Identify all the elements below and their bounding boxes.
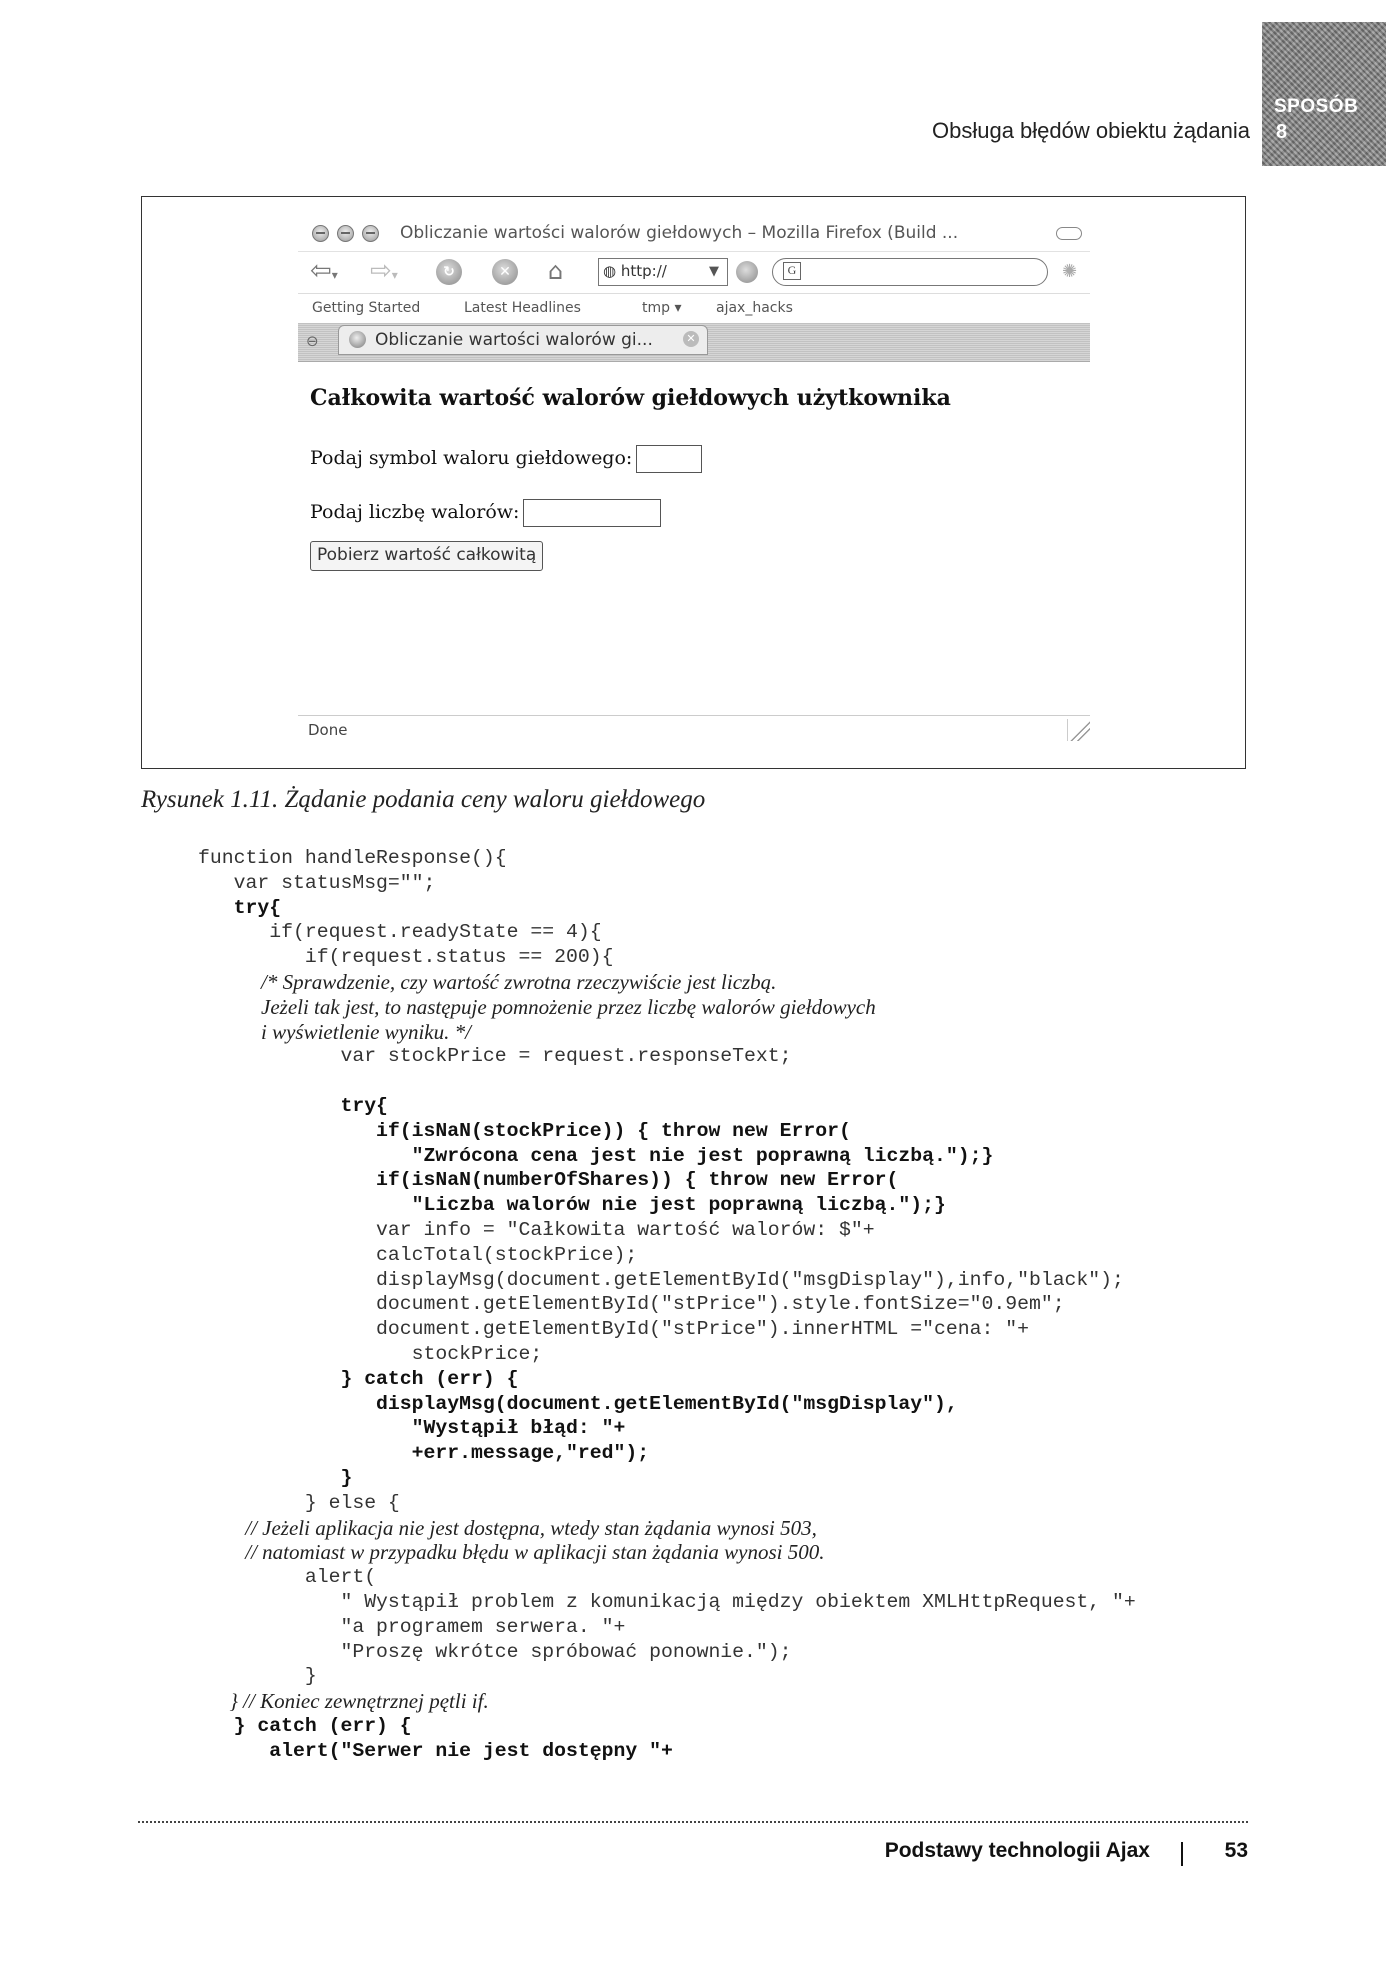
footer-rule (138, 1821, 1248, 1823)
code-line (198, 1069, 1298, 1094)
status-bar (298, 715, 1090, 744)
footer-separator (1181, 1842, 1183, 1866)
code-line: } (198, 1665, 317, 1688)
reload-icon[interactable]: ↻ (436, 259, 462, 285)
code-line: "a programem serwera. "+ (198, 1615, 626, 1638)
code-line: } else { (198, 1491, 400, 1514)
resize-grip-icon[interactable] (1067, 719, 1090, 741)
zoom-window-icon[interactable] (362, 225, 379, 242)
page-heading: Całkowita wartość walorów giełdowych użytkownika (310, 385, 951, 411)
code-line: " Wystąpił problem z komunikacją między obiektem XMLHttpRequest, "+ (198, 1590, 1136, 1613)
favicon-icon (349, 331, 366, 348)
tab-title: Obliczanie wartości walorów gi... (375, 330, 653, 350)
code-line: "Zwrócona cena jest nie jest poprawną liczbą.");} (198, 1144, 994, 1167)
running-header: Obsługa błędów obiektu żądania (931, 118, 1250, 143)
code-line: document.getElementById("stPrice").innerHTML ="cena: "+ (198, 1318, 1029, 1341)
url-input[interactable] (598, 258, 728, 286)
home-icon[interactable]: ⌂ (548, 257, 564, 285)
code-line: if(request.status == 200){ (198, 946, 614, 969)
stop-icon[interactable]: ✕ (492, 259, 518, 285)
code-line: try{ (198, 896, 282, 919)
throbber-icon: ✺ (1062, 261, 1078, 282)
code-line: "Wystąpił błąd: "+ (198, 1417, 626, 1440)
status-text: Done (308, 721, 348, 739)
bookmark-latest-headlines[interactable]: Latest Headlines (464, 300, 581, 316)
search-engine-icon[interactable]: G (783, 262, 801, 280)
url-dropdown-icon[interactable]: ▼ (709, 264, 719, 279)
code-line: function handleResponse(){ (198, 847, 507, 869)
section-tab (1262, 22, 1386, 166)
go-icon[interactable] (736, 261, 758, 283)
symbol-label: Podaj symbol waloru giełdowego: (310, 447, 633, 469)
code-line: document.getElementById("stPrice").style.fontSize="0.9em"; (198, 1293, 1065, 1316)
close-window-icon[interactable] (312, 225, 329, 242)
code-line: if(isNaN(stockPrice)) { throw new Error( (198, 1119, 851, 1142)
browser-window (298, 217, 1090, 747)
search-input[interactable] (772, 258, 1048, 286)
symbol-row (310, 445, 702, 473)
code-line: var statusMsg=""; (198, 871, 436, 894)
figure-caption: Rysunek 1.11. Żądanie podania ceny waloru giełdowego (141, 786, 706, 813)
bookmarks-toolbar (298, 293, 1090, 324)
shares-input[interactable] (523, 499, 661, 527)
browser-toolbar (298, 251, 1090, 294)
toolbar-toggle-icon[interactable] (1056, 227, 1082, 240)
code-line: } (198, 1466, 353, 1489)
code-line: try{ (198, 1094, 388, 1117)
code-line: } // Koniec zewnętrznej pętli if. (198, 1689, 489, 1714)
code-line: Jeżeli tak jest, to następuje pomnożenie przez liczbę walorów giełdowych (198, 994, 876, 1019)
section-tab-label: SPOSÓB (1274, 96, 1359, 117)
figure-frame (141, 196, 1246, 769)
tab-strip (298, 323, 1090, 362)
code-line: displayMsg(document.getElementById("msgDisplay"),info,"black"); (198, 1268, 1124, 1291)
code-line: /* Sprawdzenie, czy wartość zwrotna rzeczywiście jest liczbą. (198, 969, 777, 994)
window-title: Obliczanie wartości walorów giełdowych – Mozilla Firefox (Build ... (400, 223, 959, 243)
url-text: http:// (620, 262, 667, 280)
code-line: } catch (err) { (198, 1714, 412, 1737)
code-line: displayMsg(document.getElementById("msgDisplay"), (198, 1392, 958, 1415)
tab-close-icon[interactable]: ✕ (683, 331, 699, 347)
symbol-input[interactable] (636, 445, 702, 473)
code-line: if(request.readyState == 4){ (198, 921, 602, 944)
code-line: if(isNaN(numberOfShares)) { throw new Error( (198, 1169, 899, 1192)
bookmark-tmp[interactable]: tmp ▾ (642, 300, 682, 316)
section-tab-number: 8 (1276, 121, 1288, 143)
shares-label: Podaj liczbę walorów: (310, 501, 520, 523)
code-line: // Jeżeli aplikacja nie jest dostępna, wtedy stan żądania wynosi 503, (198, 1515, 817, 1540)
tab-list-icon[interactable]: ⊖ (306, 332, 319, 350)
code-line: calcTotal(stockPrice); (198, 1243, 638, 1266)
code-line: +err.message,"red"); (198, 1442, 650, 1465)
shares-row (310, 499, 661, 527)
code-line: alert("Serwer nie jest dostępny "+ (198, 1739, 673, 1762)
minimize-window-icon[interactable] (337, 225, 354, 242)
code-line: alert( (198, 1566, 377, 1589)
bookmark-getting-started[interactable]: Getting Started (312, 300, 421, 316)
code-line: var stockPrice = request.responseText; (198, 1045, 792, 1068)
page-number: 53 (1224, 1839, 1248, 1862)
code-line: // natomiast w przypadku błędu w aplikacji stan żądania wynosi 500. (198, 1540, 825, 1565)
footer-book-title: Podstawy technologii Ajax (884, 1839, 1150, 1862)
code-line: } catch (err) { (198, 1367, 519, 1390)
code-line: i wyświetlenie wyniku. */ (198, 1019, 471, 1044)
code-line: var info = "Całkowita wartość walorów: $"+ (198, 1218, 875, 1241)
code-line: stockPrice; (198, 1342, 543, 1365)
back-arrow-icon[interactable]: ⇦▾ (310, 256, 338, 286)
globe-icon: ◍ (603, 262, 617, 280)
code-line: "Liczba walorów nie jest poprawną liczbą.");} (198, 1194, 946, 1217)
code-line: "Proszę wkrótce spróbować ponownie."); (198, 1640, 792, 1663)
forward-arrow-icon[interactable]: ⇨▾ (370, 256, 398, 286)
tab-active[interactable] (338, 325, 708, 355)
code-listing (198, 846, 1298, 1763)
page-content (310, 361, 1080, 691)
bookmark-ajax-hacks[interactable]: ajax_hacks (716, 300, 793, 316)
get-total-button[interactable]: Pobierz wartość całkowitą (310, 541, 543, 571)
browser-titlebar (298, 217, 1090, 252)
